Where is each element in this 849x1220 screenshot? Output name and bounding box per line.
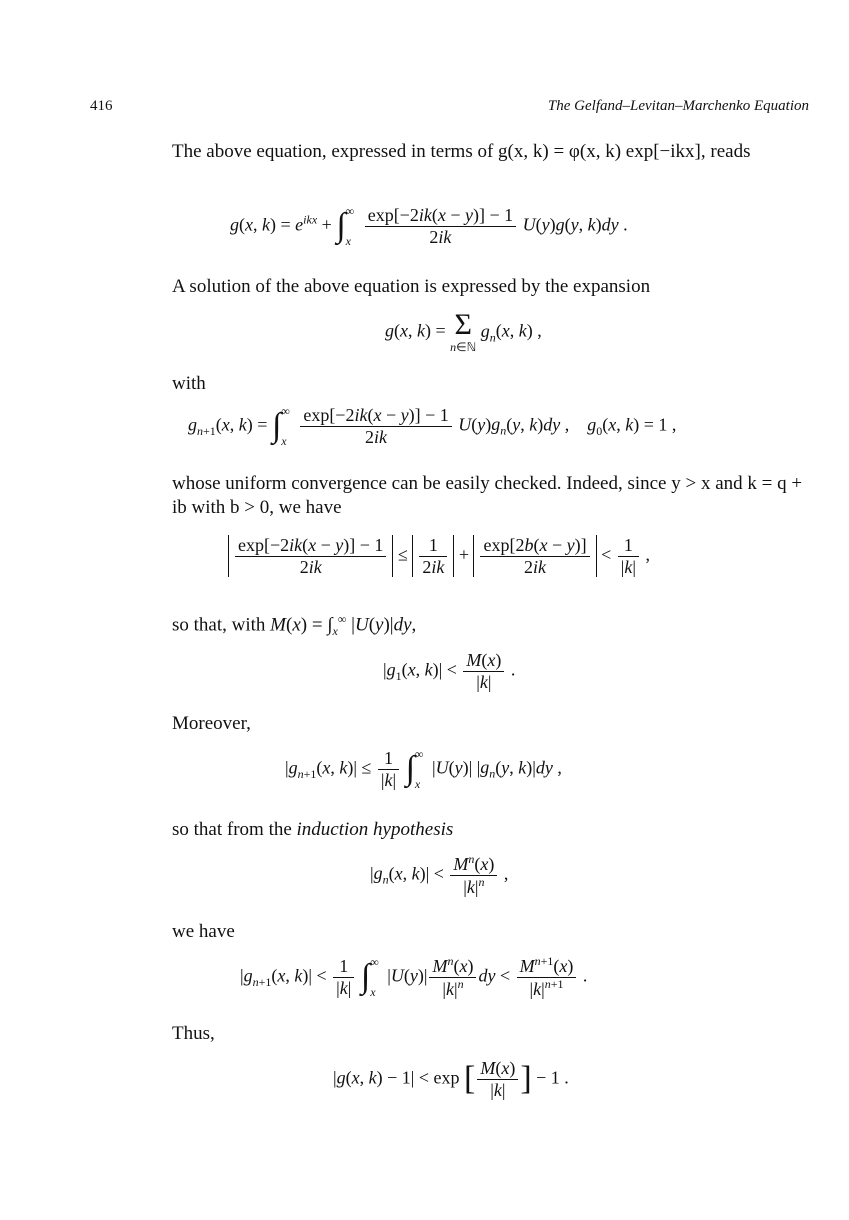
paragraph-2: A solution of the above equation is expressed by the expansion	[172, 276, 651, 297]
equation-1: g(x, $k) = e^{ikx}$ + ∫ ∞ x $\frac{\exp[-2ik(x - y)] - 1}{2ik}$ U(y)g(y, k)dy .	[230, 204, 628, 249]
equation-9: |g(x, k) − 1| < exp [ $\frac{M(x)}{|k|}$ ] − 1 .	[333, 1058, 569, 1100]
paragraph-4: whose uniform convergence can be easily checked. Indeed, since y > x and k = q + ib with b > 0, we have	[172, 473, 803, 518]
paragraph-9: Thus,	[172, 1023, 215, 1044]
equation-5: $|g_1(x$, k)| < $\frac{M(x)}{|k|}$ .	[383, 650, 516, 692]
equation-2: g(x, k) = Σ n∈ℕ $g_n(x$, k) ,	[385, 308, 542, 354]
equation-4: $\frac{\exp[-2ik(x - y)] - 1}{2ik}$ ≤ $\frac{1}{2ik}$ + $\frac{\exp[2b(x - y)]}{2ik}$ < $\frac{1}{|k|}$ ,	[228, 535, 650, 577]
equation-3: $g_{n+1}(x$, k) = ∫ ∞ x $\frac{\exp[-2ik(x - y)] - 1}{2ik}$ $U(y)g_n(y$, k)dy , $g_0(x$, k) = 1 ,	[188, 404, 677, 449]
paragraph-7	[172, 818, 812, 842]
equation-7: $|g_n(x$, k)| < $\frac{M^n(x)}{|k|^n}$ ,	[370, 852, 509, 897]
paragraph-3: with	[172, 373, 206, 394]
page-header	[90, 98, 809, 120]
paragraph-5: so that, with $M(x) = \int_x^\infty$ |U(y)|dy,	[172, 612, 417, 639]
paragraph-8: we have	[172, 921, 235, 942]
paragraph-1: The above equation, expressed in terms of g(x, k) = φ(x, k) exp[−ikx], reads	[172, 141, 751, 162]
equation-6: $|g_{n+1}(x$, k)| ≤ $\frac{1}{|k|}$ ∫ ∞ x |U(y)| $|g_n(y$, k)|dy ,	[285, 747, 562, 792]
page-number: 416	[90, 98, 113, 114]
running-title: The Gelfand–Levitan–Marchenko Equation	[547, 98, 809, 114]
paragraph-7-text: so that from the	[172, 819, 297, 840]
paragraph-7-emphasis: induction hypothesis	[296, 819, 454, 840]
equation-8: $|g_{n+1}(x$, k)| < $\frac{1}{|k|}$ ∫ ∞ x |U(y)| $\frac{M^n(x)}{|k|^n}$ dy < $\frac{M^{n+1}(x)}{|k|^{n+1}}$ .	[240, 954, 588, 1000]
paragraph-6: Moreover,	[172, 713, 251, 734]
